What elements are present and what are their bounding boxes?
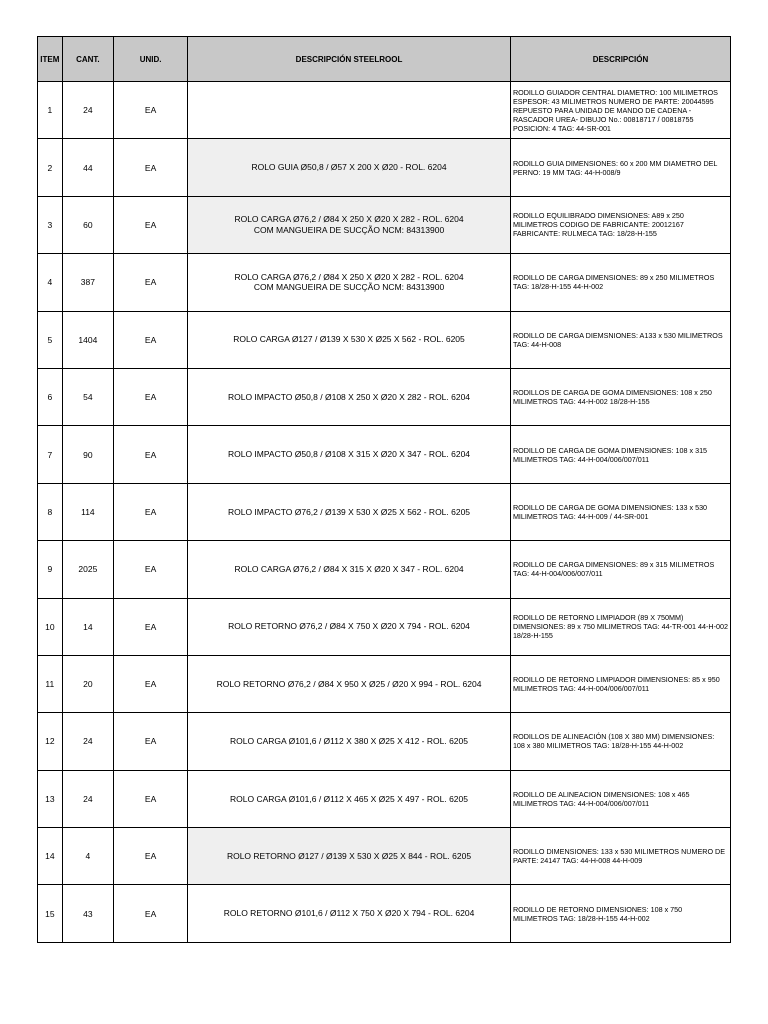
cell-unid: EA: [114, 311, 188, 368]
cell-steelrool-description: ROLO GUIA Ø50,8 / Ø57 X 200 X Ø20 - ROL. 6204: [188, 139, 511, 196]
cell-unid: EA: [114, 139, 188, 196]
cell-unid: EA: [114, 770, 188, 827]
cell-description: RODILLO EQUILIBRADO DIMENSIONES: A89 x 250 MILIMETROS CODIGO DE FABRICANTE: 20012167 FABRICANTE: RULMECA TAG: 18/28-H-155: [510, 196, 730, 253]
header-descripcion: DESCRIPCIÓN: [510, 37, 730, 82]
cell-cant: 44: [62, 139, 113, 196]
cell-item: 1: [38, 82, 63, 139]
cell-cant: 1404: [62, 311, 113, 368]
cell-cant: 54: [62, 368, 113, 425]
table-body: [38, 82, 731, 943]
cell-cant: 4: [62, 828, 113, 885]
cell-item: 14: [38, 828, 63, 885]
cell-cant: 14: [62, 598, 113, 655]
cell-item: 5: [38, 311, 63, 368]
table-row: [38, 885, 731, 942]
header-item: ITEM: [38, 37, 63, 82]
cell-steelrool-description: ROLO CARGA Ø127 / Ø139 X 530 X Ø25 X 562 - ROL. 6205: [188, 311, 511, 368]
cell-unid: EA: [114, 541, 188, 598]
cell-description: RODILLO DE CARGA DIMENSIONES: 89 x 315 MILIMETROS TAG: 44-H-004/006/007/011: [510, 541, 730, 598]
cell-cant: 24: [62, 713, 113, 770]
table-row: [38, 82, 731, 139]
cell-description: RODILLO DE CARGA DIEMSNIONES: A133 x 530 MILIMETROS TAG: 44-H-008: [510, 311, 730, 368]
table-row: [38, 368, 731, 425]
cell-description: RODILLO DE ALINEACION DIMENSIONES: 108 x 465 MILIMETROS TAG: 44-H-004/006/007/011: [510, 770, 730, 827]
header-cant: CANT.: [62, 37, 113, 82]
table-row: [38, 713, 731, 770]
cell-item: 10: [38, 598, 63, 655]
cell-steelrool-description: ROLO RETORNO Ø76,2 / Ø84 X 950 X Ø25 / Ø20 X 994 - ROL. 6204: [188, 655, 511, 712]
cell-cant: 43: [62, 885, 113, 942]
cell-description: RODILLO GUIADOR CENTRAL DIAMETRO: 100 MILIMETROS ESPESOR: 43 MILIMETROS NUMERO DE PARTE: 20044595 REPUESTO PARA UNIDAD DE MANDO DE CADENA -RASCADOR UREA- DIBUJO No.: 00818717 / 00818755 POSICION: 4 TAG: 44-SR-001: [510, 82, 730, 139]
cell-description: RODILLOS DE CARGA DE GOMA DIMENSIONES: 108 x 250 MILIMETROS TAG: 44-H-002 18/28-H-155: [510, 368, 730, 425]
cell-steelrool-description: ROLO CARGA Ø76,2 / Ø84 X 315 X Ø20 X 347 - ROL. 6204: [188, 541, 511, 598]
table-row: [38, 483, 731, 540]
cell-item: 6: [38, 368, 63, 425]
cell-item: 9: [38, 541, 63, 598]
cell-unid: EA: [114, 885, 188, 942]
table-row: [38, 828, 731, 885]
cell-item: 13: [38, 770, 63, 827]
table-row: [38, 254, 731, 311]
cell-item: 4: [38, 254, 63, 311]
cell-unid: EA: [114, 82, 188, 139]
cell-unid: EA: [114, 598, 188, 655]
table-row: [38, 655, 731, 712]
cell-cant: 387: [62, 254, 113, 311]
header-steelrool: DESCRIPCIÓN STEELROOL: [188, 37, 511, 82]
cell-unid: EA: [114, 426, 188, 483]
cell-description: RODILLO DE RETORNO LIMPIADOR (89 X 750MM) DIMENSIONES: 89 x 750 MILIMETROS TAG: 44-TR-001 44-H-002 18/28-H-155: [510, 598, 730, 655]
header-row: [38, 37, 731, 82]
cell-cant: 24: [62, 82, 113, 139]
cell-steelrool-description: ROLO RETORNO Ø101,6 / Ø112 X 750 X Ø20 X 794 - ROL. 6204: [188, 885, 511, 942]
cell-cant: 114: [62, 483, 113, 540]
table-row: [38, 139, 731, 196]
cell-item: 12: [38, 713, 63, 770]
cell-steelrool-description: ROLO RETORNO Ø127 / Ø139 X 530 X Ø25 X 844 - ROL. 6205: [188, 828, 511, 885]
cell-steelrool-description: ROLO IMPACTO Ø50,8 / Ø108 X 315 X Ø20 X 347 - ROL. 6204: [188, 426, 511, 483]
cell-item: 8: [38, 483, 63, 540]
cell-steelrool-description: ROLO RETORNO Ø76,2 / Ø84 X 750 X Ø20 X 794 - ROL. 6204: [188, 598, 511, 655]
cell-item: 11: [38, 655, 63, 712]
cell-steelrool-description: [188, 82, 511, 139]
cell-unid: EA: [114, 828, 188, 885]
cell-steelrool-description: ROLO IMPACTO Ø50,8 / Ø108 X 250 X Ø20 X 282 - ROL. 6204: [188, 368, 511, 425]
cell-steelrool-description: ROLO CARGA Ø76,2 / Ø84 X 250 X Ø20 X 282 - ROL. 6204 COM MANGUEIRA DE SUCÇÃO NCM: 84313900: [188, 254, 511, 311]
cell-unid: EA: [114, 368, 188, 425]
cell-unid: EA: [114, 483, 188, 540]
table-row: [38, 770, 731, 827]
cell-item: 15: [38, 885, 63, 942]
cell-steelrool-description: ROLO CARGA Ø76,2 / Ø84 X 250 X Ø20 X 282 - ROL. 6204 COM MANGUEIRA DE SUCÇÃO NCM: 84313900: [188, 196, 511, 253]
cell-description: RODILLO DE CARGA DE GOMA DIMENSIONES: 133 x 530 MILIMETROS TAG: 44-H-009 / 44-SR-001: [510, 483, 730, 540]
table-row: [38, 598, 731, 655]
items-table: [37, 36, 731, 943]
cell-unid: EA: [114, 655, 188, 712]
cell-unid: EA: [114, 196, 188, 253]
header-unid: UNID.: [114, 37, 188, 82]
cell-item: 2: [38, 139, 63, 196]
cell-description: RODILLO DE CARGA DE GOMA DIMENSIONES: 108 x 315 MILIMETROS TAG: 44-H-004/006/007/011: [510, 426, 730, 483]
cell-unid: EA: [114, 254, 188, 311]
cell-cant: 24: [62, 770, 113, 827]
cell-description: RODILLO DE RETORNO DIMENSIONES: 108 x 750 MILIMETROS TAG: 18/28-H-155 44-H-002: [510, 885, 730, 942]
cell-item: 3: [38, 196, 63, 253]
cell-cant: 60: [62, 196, 113, 253]
table-row: [38, 426, 731, 483]
cell-cant: 90: [62, 426, 113, 483]
cell-item: 7: [38, 426, 63, 483]
cell-description: RODILLO DE RETORNO LIMPIADOR DIMENSIONES: 85 x 950 MILIMETROS TAG: 44-H-004/006/007/011: [510, 655, 730, 712]
table-row: [38, 311, 731, 368]
cell-description: RODILLOS DE ALINEACIÓN (108 X 380 MM) DIMENSIONES: 108 x 380 MILIMETROS TAG: 18/28-H-155 44-H-002: [510, 713, 730, 770]
cell-steelrool-description: ROLO CARGA Ø101,6 / Ø112 X 465 X Ø25 X 497 - ROL. 6205: [188, 770, 511, 827]
cell-cant: 2025: [62, 541, 113, 598]
cell-steelrool-description: ROLO CARGA Ø101,6 / Ø112 X 380 X Ø25 X 412 - ROL. 6205: [188, 713, 511, 770]
cell-description: RODILLO DIMENSIONES: 133 x 530 MILIMETROS NUMERO DE PARTE: 24147 TAG: 44-H-008 44-H-009: [510, 828, 730, 885]
table-row: [38, 541, 731, 598]
cell-cant: 20: [62, 655, 113, 712]
cell-unid: EA: [114, 713, 188, 770]
cell-steelrool-description: ROLO IMPACTO Ø76,2 / Ø139 X 530 X Ø25 X 562 - ROL. 6205: [188, 483, 511, 540]
table-row: [38, 196, 731, 253]
cell-description: RODILLO GUIA DIMENSIONES: 60 x 200 MM DIAMETRO DEL PERNO: 19 MM TAG: 44-H-008/9: [510, 139, 730, 196]
cell-description: RODILLO DE CARGA DIMENSIONES: 89 x 250 MILIMETROS TAG: 18/28-H-155 44-H-002: [510, 254, 730, 311]
